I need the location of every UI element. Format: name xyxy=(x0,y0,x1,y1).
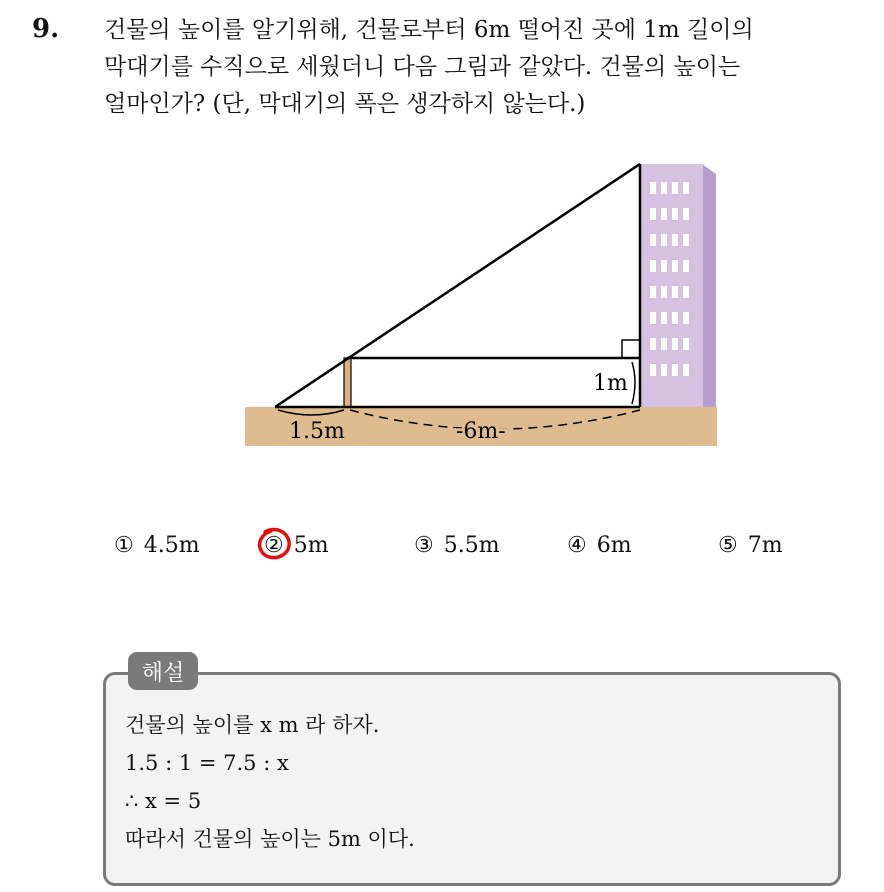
building-window xyxy=(661,182,667,194)
building-window xyxy=(661,208,667,220)
question-line: 건물의 높이를 알기위해, 건물로부터 6m 떨어진 곳에 1m 길이의 xyxy=(104,17,754,43)
building-window xyxy=(650,182,656,194)
building-window xyxy=(650,286,656,298)
shadow-label: 1.5m xyxy=(289,419,345,444)
explanation-line: 1.5 : 1 = 7.5 : x xyxy=(125,751,289,775)
building-window xyxy=(650,208,656,220)
choice-number: ③ xyxy=(414,533,434,558)
distance-label: -6m- xyxy=(456,419,506,444)
choice-number: ④ xyxy=(567,533,587,558)
building-window xyxy=(672,312,678,324)
building-window xyxy=(683,338,689,350)
building-window xyxy=(683,364,689,376)
explanation-line: 따라서 건물의 높이는 5m 이다. xyxy=(125,827,415,851)
building-window xyxy=(683,286,689,298)
building-window xyxy=(683,312,689,324)
choice-3[interactable] xyxy=(414,533,500,558)
choice-number xyxy=(264,533,284,558)
explanation-line: 건물의 높이를 x m 라 하자. xyxy=(125,713,380,737)
building-side xyxy=(702,164,716,407)
building-window xyxy=(650,338,656,350)
building-window xyxy=(683,208,689,220)
building-window xyxy=(672,260,678,272)
choice-number: ① xyxy=(114,533,134,558)
building-window xyxy=(661,234,667,246)
stick xyxy=(344,358,351,407)
choice-text: 5.5m xyxy=(443,533,500,558)
choice-1[interactable] xyxy=(114,533,200,558)
question-line: 얼마인가? (단, 막대기의 폭은 생각하지 않는다.) xyxy=(104,91,586,117)
choice-2[interactable] xyxy=(264,533,329,558)
building-window xyxy=(672,208,678,220)
explanation-tag: 해설 xyxy=(128,652,198,690)
building-window xyxy=(683,260,689,272)
choice-number: ⑤ xyxy=(718,533,738,558)
explanation-text xyxy=(125,706,825,858)
building-window xyxy=(661,338,667,350)
building-window xyxy=(672,364,678,376)
building-window xyxy=(661,260,667,272)
answer-choices xyxy=(0,533,884,573)
building-window xyxy=(650,260,656,272)
building-window xyxy=(672,182,678,194)
choice-4[interactable] xyxy=(567,533,632,558)
choice-text: 6m xyxy=(596,533,632,558)
building-window xyxy=(672,338,678,350)
building-window xyxy=(672,234,678,246)
building-window xyxy=(661,286,667,298)
choice-text: 4.5m xyxy=(143,533,200,558)
choice-5[interactable] xyxy=(718,533,783,558)
building-window xyxy=(683,182,689,194)
question-number: 9. xyxy=(32,14,60,44)
sun-ray-line xyxy=(275,164,640,407)
building-front xyxy=(640,164,703,407)
choice-text: 7m xyxy=(747,533,783,558)
choice-text: 5m xyxy=(293,533,329,558)
question-line: 막대기를 수직으로 세웠더니 다음 그림과 같았다. 건물의 높이는 xyxy=(104,54,741,80)
building-window xyxy=(661,364,667,376)
answer-mark-circle-icon xyxy=(257,526,293,562)
building-window xyxy=(683,234,689,246)
right-angle-mark xyxy=(622,340,640,358)
stick-height-label: 1m xyxy=(593,371,628,396)
building-window xyxy=(661,312,667,324)
building-window xyxy=(672,286,678,298)
height-brace xyxy=(632,362,635,404)
building-window xyxy=(650,364,656,376)
building-window xyxy=(650,234,656,246)
building-window xyxy=(650,312,656,324)
explanation-line: ∴ x = 5 xyxy=(125,789,202,813)
choice-number-glyph: ② xyxy=(264,533,284,558)
